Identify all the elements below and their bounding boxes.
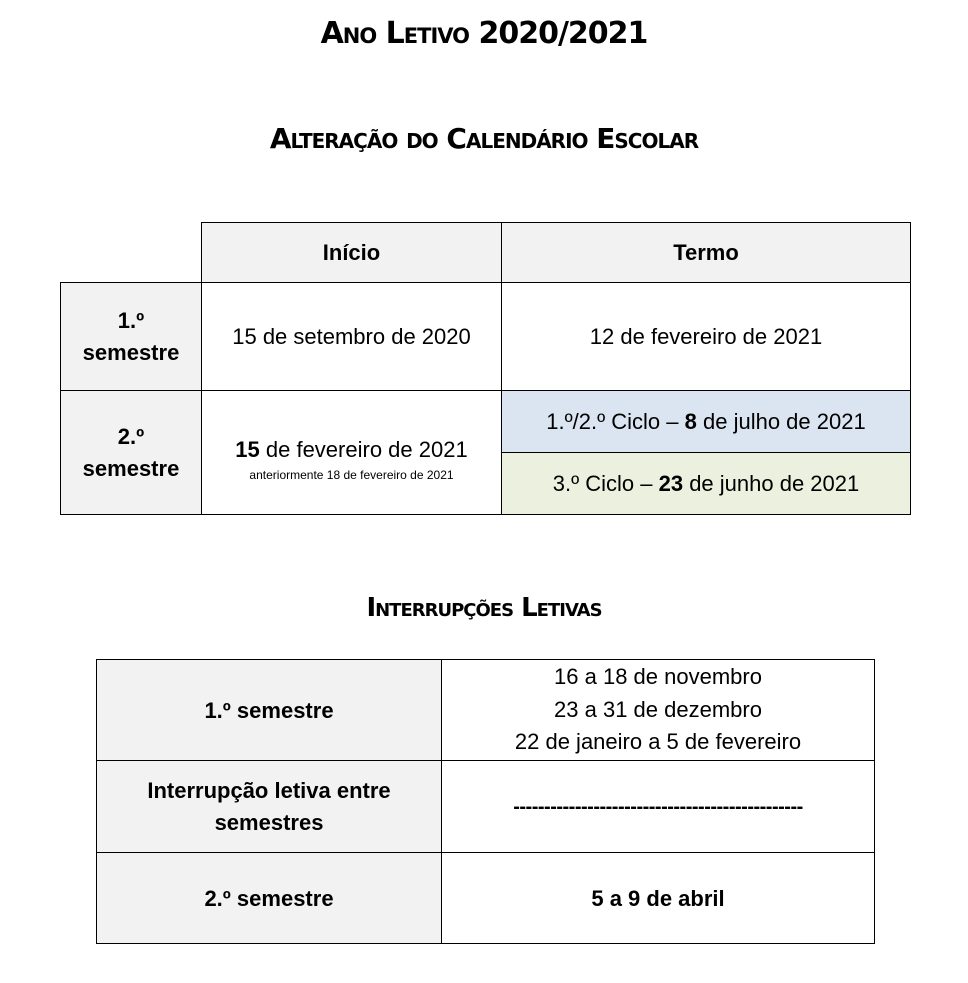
row2-termo-ciclo3: [553, 467, 860, 500]
int-row2-value-cell: [441, 760, 875, 853]
calendar-section-title: Alteração do Calendário Escolar: [269, 122, 699, 155]
row-label-1-semestre: [60, 282, 202, 391]
col-header-termo-label: Termo: [673, 240, 739, 265]
col-header-inicio: [201, 222, 502, 283]
row2-termo-ciclo12-cell: [501, 390, 911, 453]
int-row2-label-line1: Interrupção letiva entre: [147, 777, 391, 803]
row1-inicio-cell: [201, 282, 502, 391]
int-row1-value-cell: [441, 659, 875, 761]
row-label-2-line2: semestre: [82, 455, 180, 481]
row-label-2-semestre: [60, 390, 202, 515]
int-row3-value: 5 a 9 de abril: [591, 885, 725, 911]
row2-inicio-note: anteriormente 18 de fevereiro de 2021: [249, 467, 454, 482]
int-row3-label: 2.º semestre: [204, 885, 334, 911]
int-row3-label-cell: [96, 852, 442, 944]
year-title: Ano Letivo 2020/2021: [320, 16, 648, 51]
col-header-inicio-label: Início: [322, 240, 381, 265]
row-label-2-line1: 2.º: [117, 423, 145, 449]
ciclo3-day: 23: [658, 471, 684, 496]
row1-termo-cell: [501, 282, 911, 391]
row2-inicio-day: 15: [235, 437, 260, 463]
ciclo12-suffix: de julho de 2021: [696, 409, 866, 434]
row1-termo-value: 12 de fevereiro de 2021: [589, 324, 823, 349]
ciclo3-prefix: 3.º Ciclo –: [552, 471, 659, 496]
int-row1-label-cell: [96, 659, 442, 761]
int-row2-label-cell: [96, 760, 442, 853]
interruptions-section-title: Interrupções Letivas: [366, 593, 602, 623]
row-label-1-line2: semestre: [82, 339, 180, 365]
int-row1-label: 1.º semestre: [204, 697, 334, 723]
row1-inicio-value: 15 de setembro de 2020: [232, 324, 471, 349]
row2-termo-ciclo12: [546, 405, 865, 438]
int-row1-line2: 23 a 31 de dezembro: [554, 696, 762, 722]
ciclo12-day: 8: [684, 409, 697, 434]
ciclo12-prefix: 1.º/2.º Ciclo –: [546, 409, 685, 434]
int-row2-value: -----------------------------------------------: [513, 795, 803, 818]
row-label-1-line1: 1.º: [117, 307, 145, 333]
col-header-termo: [501, 222, 911, 283]
row2-inicio-date: [235, 437, 467, 463]
ciclo3-suffix: de junho de 2021: [683, 471, 860, 496]
int-row2-label-line2: semestres: [214, 809, 324, 835]
row2-inicio-cell: [201, 390, 502, 515]
row2-inicio-rest: de fevereiro de 2021: [259, 437, 468, 463]
int-row3-value-cell: [441, 852, 875, 944]
row2-termo-ciclo3-cell: [501, 452, 911, 515]
int-row1-line1: 16 a 18 de novembro: [554, 664, 762, 690]
int-row1-line3: 22 de janeiro a 5 de fevereiro: [514, 729, 802, 755]
